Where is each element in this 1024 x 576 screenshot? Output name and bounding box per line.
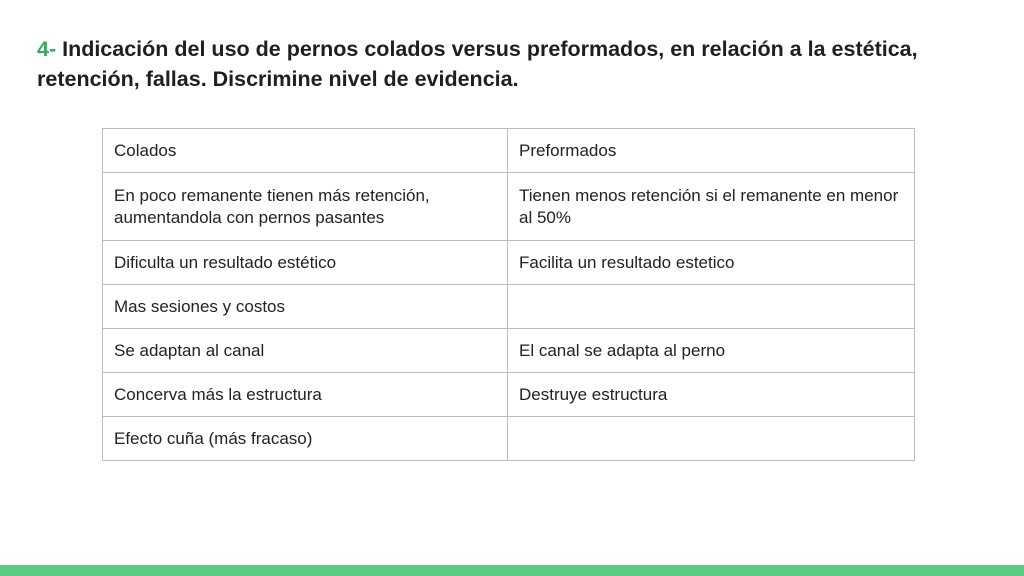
table-row xyxy=(103,329,915,373)
bottom-accent-bar xyxy=(0,565,1024,576)
cell-colados: Dificulta un resultado estético xyxy=(103,241,508,285)
cell-preformados: El canal se adapta al perno xyxy=(508,329,915,373)
cell-colados: Concerva más la estructura xyxy=(103,373,508,417)
title-number: 4- xyxy=(37,37,57,61)
table-row xyxy=(103,373,915,417)
slide-title xyxy=(37,34,997,94)
table-row xyxy=(103,173,915,241)
cell-preformados xyxy=(508,417,915,461)
cell-colados: Efecto cuña (más fracaso) xyxy=(103,417,508,461)
cell-preformados xyxy=(508,285,915,329)
title-text: Indicación del uso de pernos colados versus preformados, en relación a la estética, retención, fallas. Discrimine nivel de evidencia. xyxy=(37,37,918,91)
cell-colados: En poco remanente tienen más retención, aumentandola con pernos pasantes xyxy=(103,173,508,241)
cell-colados: Se adaptan al canal xyxy=(103,329,508,373)
table-row xyxy=(103,241,915,285)
cell-preformados: Facilita un resultado estetico xyxy=(508,241,915,285)
table-header-row xyxy=(103,129,915,173)
table-row xyxy=(103,285,915,329)
table-row xyxy=(103,417,915,461)
cell-colados: Mas sesiones y costos xyxy=(103,285,508,329)
cell-preformados: Destruye estructura xyxy=(508,373,915,417)
header-colados: Colados xyxy=(103,129,508,173)
comparison-table xyxy=(102,128,915,461)
cell-preformados: Tienen menos retención si el remanente en menor al 50% xyxy=(508,173,915,241)
header-preformados: Preformados xyxy=(508,129,915,173)
